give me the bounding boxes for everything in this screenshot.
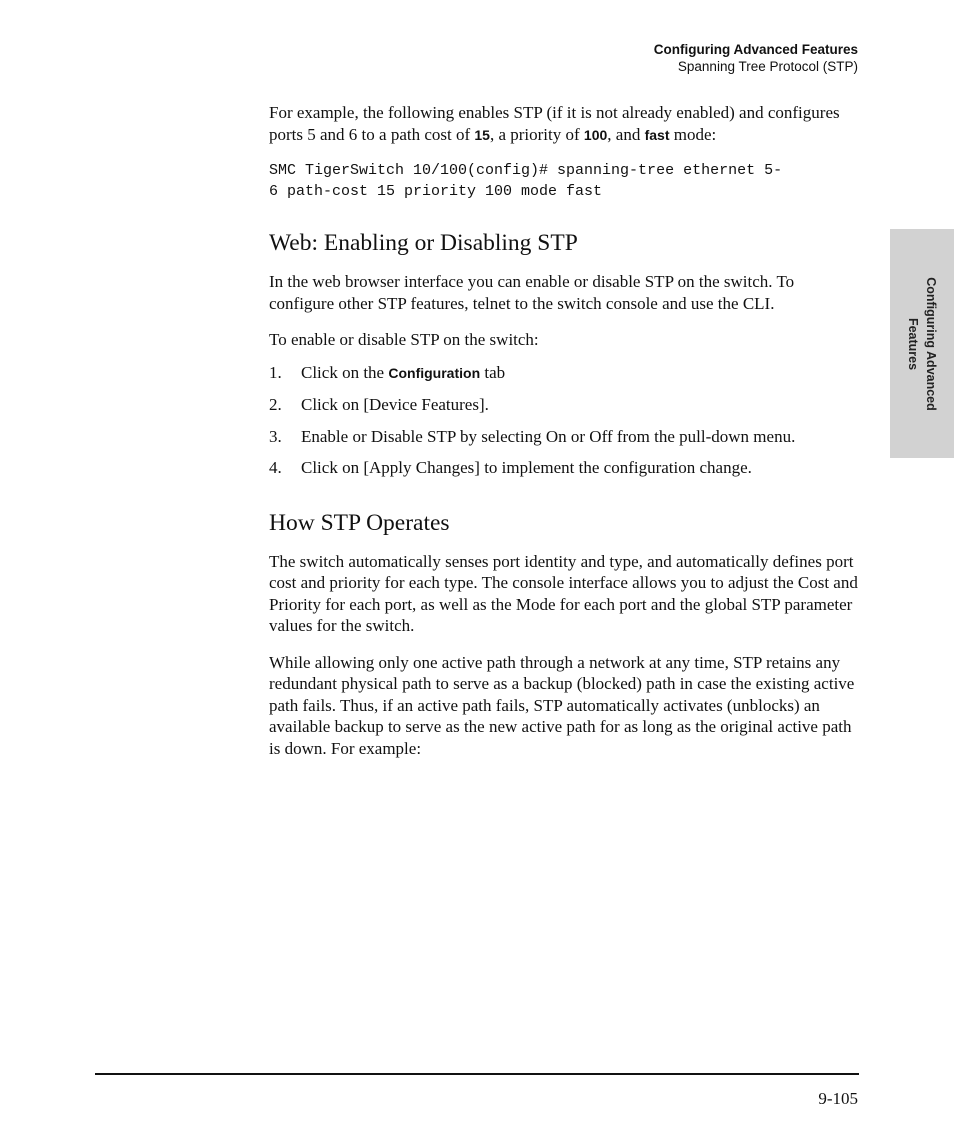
web-steps-list xyxy=(269,362,859,479)
page-number: 9-105 xyxy=(818,1089,858,1108)
how-section-heading: How STP Operates xyxy=(269,509,450,536)
mode-value: fast xyxy=(644,126,670,143)
list-item: 1. Click on the Configuration tab xyxy=(269,362,506,382)
cli-example: SMC TigerSwitch 10/100(config)# spanning-tree ethernet 5- 6 path-cost 15 priority 100 mode fast xyxy=(269,162,783,200)
chapter-side-tab xyxy=(890,229,954,458)
cost-value: 15 xyxy=(474,126,490,143)
side-tab-label: Configuring Advanced Features xyxy=(906,276,938,411)
footer-rule xyxy=(95,1073,859,1075)
main-content xyxy=(269,102,859,759)
intro-paragraph: For example, the following enables STP (if it is not already enabled) and configures ports 5 and 6 to a path cost of 15, a priority of 100, and fast mode: xyxy=(269,103,840,144)
running-header xyxy=(654,41,858,75)
how-paragraph-1: The switch automatically senses port identity and type, and automatically defines port cost and priority for each type. The console interface allows you to adjust the Cost and Priority for each port, as well as the Mode for each port and the global STP parameter values for the switch. xyxy=(269,551,858,635)
web-intro-paragraph: In the web browser interface you can enable or disable STP on the switch. To configure other STP features, telnet to the switch console and use the CLI. xyxy=(269,272,795,313)
how-paragraph-2: While allowing only one active path through a network at any time, STP retains any redundant physical path to serve as a backup (blocked) path in case the existing active path fails. Thus, if an active path fails, STP automatically activates (unblocks) an available backup to serve as the new active path for as long as the original active path is down. For example: xyxy=(269,652,855,758)
list-item: 2. Click on [Device Features]. xyxy=(269,395,489,414)
chapter-title: Configuring Advanced Features xyxy=(653,42,858,57)
priority-value: 100 xyxy=(583,126,608,143)
section-title: Spanning Tree Protocol (STP) xyxy=(677,59,858,74)
web-steps-intro: To enable or disable STP on the switch: xyxy=(269,330,539,349)
list-item: 3. Enable or Disable STP by selecting On or Off from the pull-down menu. xyxy=(269,426,796,446)
configuration-tab-label: Configuration xyxy=(388,364,481,381)
list-item: 4. Click on [Apply Changes] to implement the configuration change. xyxy=(269,458,752,477)
web-section-heading: Web: Enabling or Disabling STP xyxy=(269,230,578,256)
